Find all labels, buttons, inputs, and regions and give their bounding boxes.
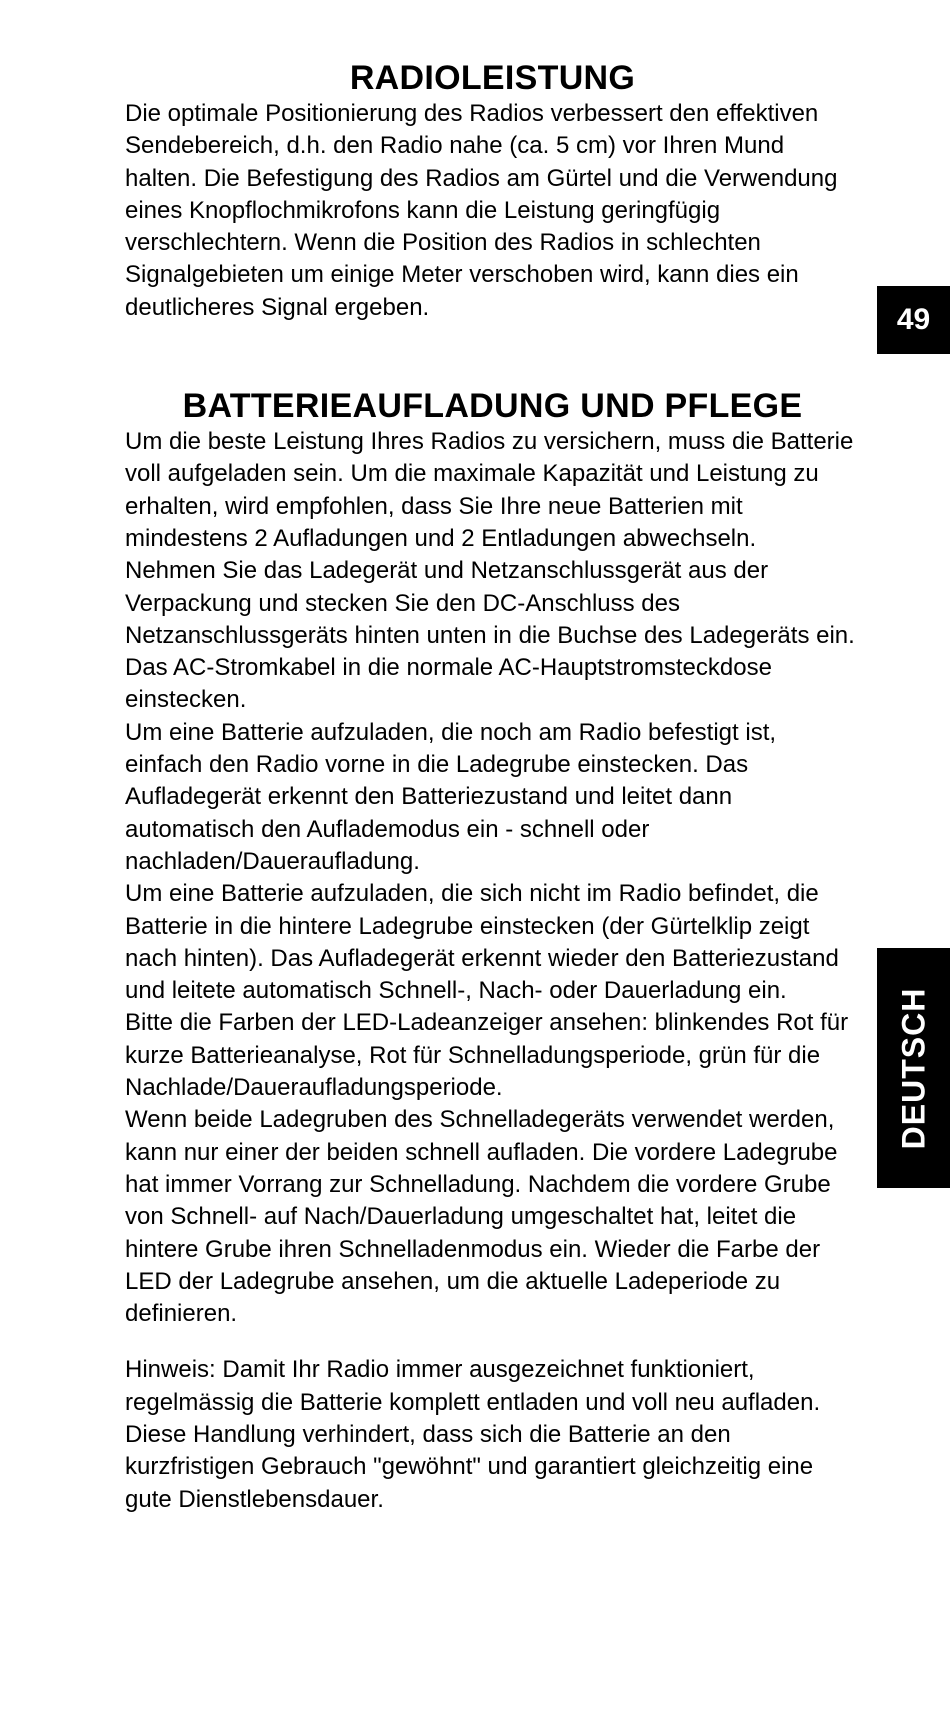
paragraph-charger-setup: Nehmen Sie das Ladegerät und Netzanschlussgerät aus der Verpackung und stecken Sie den DC-Anschluss des Netzanschlussgeräts hinten unten in die Buchse des Ladegeräts ein. Das AC-Stromkabel in die normale AC-Hauptstromsteckdose einstecken. (125, 557, 855, 714)
paragraph-note: Hinweis: Damit Ihr Radio immer ausgezeichnet funktioniert, regelmässig die Batterie komplett entladen und voll neu aufladen. Diese Handlung verhindert, dass sich die Batterie an den kurzfristigen Gebrauch "gewöhnt" und garantiert gleichzeitig eine gute Dienstlebensdauer. (125, 1356, 821, 1513)
paragraph-charge-detached: Um eine Batterie aufzuladen, die sich nicht im Radio befindet, die Batterie in die hintere Ladegrube einstecken (der Gürtelklip zeigt nach hinten). Das Aufladegerät erkennt wieder den Batteriezustand und leitete automatisch Schnell-, Nach- oder Dauerladung ein. (125, 880, 839, 1005)
paragraph-dual-pockets: Wenn beide Ladegruben des Schnelladegeräts verwendet werden, kann nur einer der beiden schnell aufladen. Die vordere Ladegrube hat immer Vorrang zur Schnelladung. Nachdem die vordere Grube von Schnell- auf Nach/Dauerladung umgeschaltet hat, leitet die hintere Grube ihren Schnelladenmodus ein. Wieder die Farbe der LED der Ladegrube ansehen, um die aktuelle Ladeperiode zu definieren. (125, 1106, 838, 1328)
language-tab (877, 948, 950, 1188)
language-tab-label: DEUTSCH (895, 987, 932, 1149)
section-title-batterieaufladung: BATTERIEAUFLADUNG UND PFLEGE (182, 387, 803, 426)
paragraph-battery-intro: Um die beste Leistung Ihres Radios zu versichern, muss die Batterie voll aufgeladen sein. Um die maximale Kapazität und Leistung zu erhalten, wird empfohlen, dass Sie Ihre neue Batterien mit mindestens 2 Aufladungen und 2 Entladungen abwechseln. (125, 428, 854, 552)
paragraph-led-colors: Bitte die Farben der LED-Ladeanzeiger ansehen: blinkendes Rot für kurze Batterieanalyse, Rot für Schnelladungsperiode, grün für die Nachlade/Daueraufladungsperiode. (125, 1009, 849, 1102)
page-number-tab: 49 (877, 286, 950, 354)
paragraph-radioleistung: Die optimale Positionierung des Radios verbessert den effektiven Sendebereich, d.h. den Radio nahe (ca. 5 cm) vor Ihren Mund halten. Die Befestigung des Radios am Gürtel und die Verwendung eines Knopflochmikrofons kann die Leistung geringfügig verschlechtern. Wenn die Position des Radios in schlechten Signalgebieten um einige Meter verschoben wird, kann dies ein deutlicheres Signal ergeben. (125, 100, 838, 321)
section-title-radioleistung: RADIOLEISTUNG (349, 59, 636, 97)
paragraph-charge-attached: Um eine Batterie aufzuladen, die noch am Radio befestigt ist, einfach den Radio vorne in die Ladegrube einstecken. Das Aufladegerät erkennt den Batteriezustand und leitet dann automatisch den Auflademodus ein - schnell oder nachladen/Daueraufladung. (125, 718, 777, 875)
page-content (125, 58, 860, 1516)
